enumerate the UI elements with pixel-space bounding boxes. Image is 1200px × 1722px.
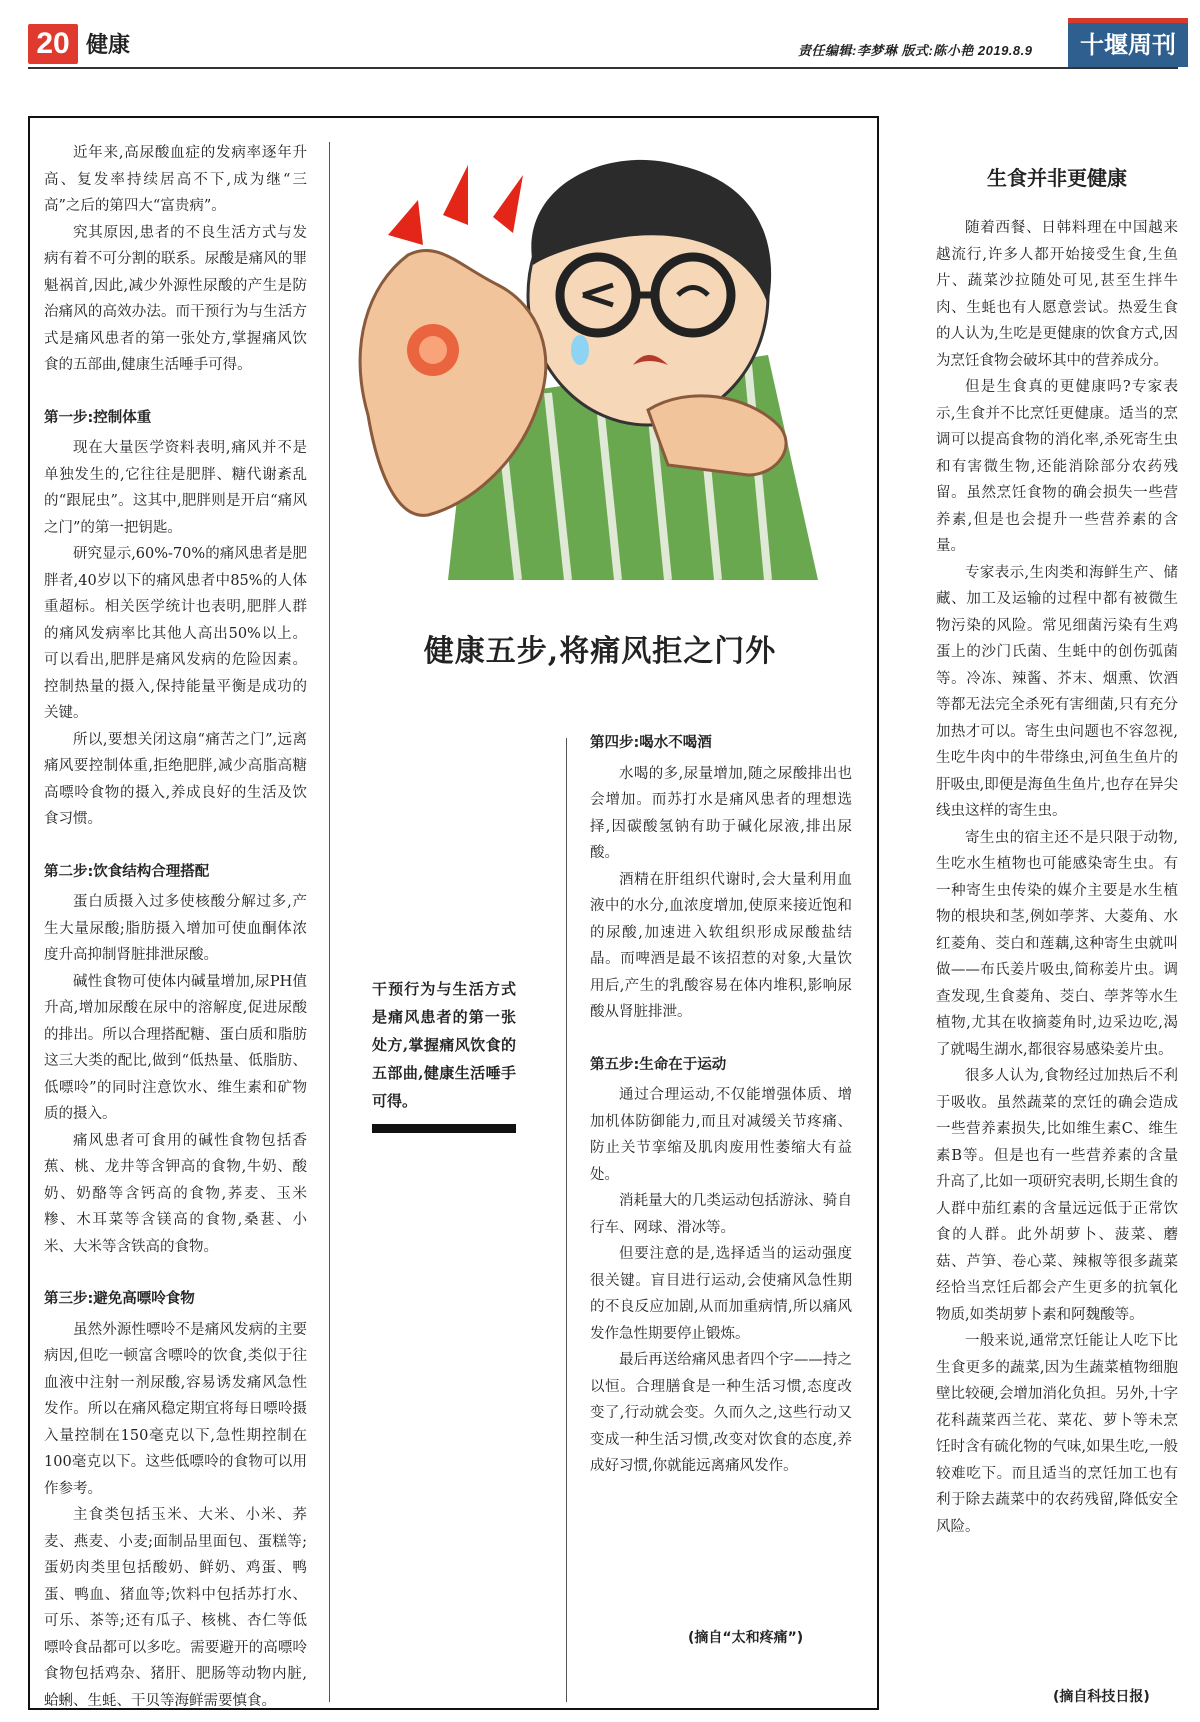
paragraph: 一般来说,通常烹饪能让人吃下比生食更多的蔬菜,因为生蔬菜植物细胞壁比较硬,会增加消化负担。另外,十字花科蔬菜西兰花、菜花、萝卜等未烹饪时含有硫化物的气味,如果生吃,一般较难吃下。而且适当的烹饪加工也有利于除去蔬菜中的农药残留,降低安全风险。 — [936, 1333, 1178, 1535]
paragraph: 但要注意的是,选择适当的运动强度很关键。盲目进行运动,会使痛风急性期的不良反应加剧,从而加重病情,所以痛风发作急性期要停止锻炼。 — [590, 1246, 852, 1342]
step-heading: 第三步:避免高嘌呤食物 — [44, 1291, 195, 1307]
paragraph: 主食类包括玉米、大米、小米、荞麦、燕麦、小麦;面制品里面包、蛋糕等;蛋奶肉类里包括酸奶、鲜奶、鸡蛋、鸭蛋、鸭血、猪血等;饮料中包括苏打水、可乐、茶等;还有瓜子、核桃、杏仁等低嘌呤食品都可以多吃。需要避开的高嘌呤食物包括鸡杂、猪肝、肥肠等动物内脏,蛤蜊、生蚝、干贝等海鲜需要慎食。 — [44, 1507, 307, 1709]
editor-line: 责任编辑:李梦琳 版式:陈小艳 2019.8.9 — [798, 43, 1033, 58]
sidebar-title: 生食并非更健康 — [987, 166, 1127, 190]
step-heading: 第二步:饮食结构合理搭配 — [44, 863, 210, 880]
pain-mark-icon — [493, 175, 523, 233]
paragraph: 水喝的多,尿量增加,随之尿酸排出也会增加。而苏打水是痛风患者的理想选择,因碳酸氢钠有助于碱化尿液,排出尿酸。 — [590, 765, 852, 861]
page-header — [28, 18, 1178, 70]
paragraph: 消耗量大的几类运动包括游泳、骑自行车、网球、滑冰等。 — [590, 1193, 852, 1236]
paragraph: 蛋白质摄入过多使核酸分解过多,产生大量尿酸;脂肪摄入增加可使血酮体浓度升高抑制肾脏排泄尿酸。 — [44, 894, 307, 963]
paragraph: 酒精在肝组织代谢时,会大量利用血液中的水分,血浓度增加,使原来接近饱和的尿酸,加速进入软组织形成尿酸盐结晶。而啤酒是最不该招惹的对象,大量饮用后,产生的乳酸容易在体内堆积,影响尿酸从肾脏排泄。 — [590, 871, 852, 1020]
paragraph: 所以,要想关闭这扇“痛苦之门”,远离痛风要控制体重,拒绝肥胖,减少高脂高糖高嘌呤食物的摄入,养成良好的生活及饮食习惯。 — [44, 731, 307, 827]
step-heading: 第五步:生命在于运动 — [590, 1056, 727, 1073]
sidebar-source: (摘自科技日报) — [1053, 1689, 1150, 1705]
header-rule — [28, 67, 1178, 69]
pull-quote-bar — [372, 1124, 516, 1133]
sidebar-column — [936, 215, 1178, 1540]
paragraph: 虽然外源性嘌呤不是痛风发病的主要病因,但吃一顿富含嘌呤的饮食,类似于往血液中注射一剂尿酸,容易诱发痛风急性发作。所以在痛风稳定期宜将每日嘌呤摄入量控制在150毫克以下,急性期控制在100毫克以下。这些低嘌呤的食物可以用作参考。 — [44, 1321, 307, 1497]
pull-quote: 干预行为与生活方式是痛风患者的第一张处方,掌握痛风饮食的五部曲,健康生活唾手可得。 — [372, 980, 516, 1110]
paragraph: 随着西餐、日韩料理在中国越来越流行,许多人都开始接受生食,生鱼片、蔬菜沙拉随处可见,甚至生拌牛肉、生蚝也有人愿意尝试。热爱生食的人认为,生吃是更健康的饮食方式,因为烹饪食物会破坏其中的营养成分。 — [936, 220, 1178, 369]
paragraph: 碱性食物可使体内碱量增加,尿PH值升高,增加尿酸在尿中的溶解度,促进尿酸的排出。所以合理搭配糖、蛋白质和脂肪这三大类的配比,做到“低热量、低脂肪、低嘌呤”的同时注意饮水、维生素和矿物质的摄入。 — [44, 973, 307, 1122]
step-heading: 第一步:控制体重 — [44, 409, 152, 426]
pain-mark-icon — [443, 165, 468, 225]
article-column-2 — [590, 730, 852, 1480]
tear — [571, 335, 589, 365]
paragraph: 现在大量医学资料表明,痛风并不是单独发生的,它往往是肥胖、糖代谢紊乱的“跟屁虫”。这其中,肥胖则是开启“痛风之门”的第一把钥匙。 — [44, 440, 307, 536]
section-name: 健康 — [86, 33, 131, 58]
paragraph: 近年来,高尿酸血症的发病率逐年升高、复发率持续居高不下,成为继“三高”之后的第四大“富贵病”。 — [44, 145, 307, 214]
gout-illustration — [348, 145, 828, 580]
paragraph: 专家表示,生肉类和海鲜生产、储藏、加工及运输的过程中都有被微生物污染的风险。常见细菌污染有生鸡蛋上的沙门氏菌、生蚝中的创伤弧菌等。冷冻、辣酱、芥末、烟熏、饮酒等都无法完全杀死有害细菌,只有充分加热才可以。寄生虫问题也不容忽视,生吃牛肉中的牛带绦虫,河鱼生鱼片的肝吸虫,即便是海鱼生鱼片,也存在异尖线虫这样的寄生虫。 — [936, 564, 1178, 819]
paragraph: 但是生食真的更健康吗?专家表示,生食并不比烹饪更健康。适当的烹调可以提高食物的消化率,杀死寄生虫和有害微生物,还能消除部分农药残留。虽然烹饪食物的确会损失一些营养素,但是也会提升一些营养素的含量。 — [936, 379, 1178, 554]
paragraph: 寄生虫的宿主还不是只限于动物,生吃水生植物也可能感染寄生虫。有一种寄生虫传染的媒介主要是水生植物的根块和茎,例如荸荠、大菱角、水红菱角、茭白和莲藕,这种寄生虫就叫做——布氏姜片吸虫,简称姜片虫。调查发现,生食菱角、茭白、荸荠等水生植物,尤其在收摘菱角时,边采边吃,渴了就喝生湖水,都很容易感染姜片虫。 — [936, 829, 1178, 1058]
paragraph: 究其原因,患者的不良生活方式与发病有着不可分割的联系。尿酸是痛风的罪魁祸首,因此,减少外源性尿酸的产生是防治痛风的高效办法。而干预行为与生活方式是痛风患者的第一张处方,掌握痛风饮食的五部曲,健康生活唾手可得。 — [44, 224, 307, 373]
column-divider — [566, 738, 567, 1702]
paragraph: 通过合理运动,不仅能增强体质、增加机体防御能力,而且对减缓关节疼痛、防止关节挛缩及肌肉废用性萎缩大有益处。 — [590, 1087, 852, 1183]
article-title: 健康五步,将痛风拒之门外 — [423, 634, 777, 669]
column-divider — [329, 142, 330, 1702]
article-column-1 — [44, 140, 307, 1714]
newspaper-logo: 十堰周刊 — [1068, 18, 1188, 67]
article-source: (摘自“太和疼痛”) — [688, 1630, 804, 1646]
pain-mark-icon — [388, 200, 423, 245]
illustration-svg — [348, 145, 828, 580]
page-number: 20 — [28, 24, 78, 64]
paragraph: 很多人认为,食物经过加热后不利于吸收。虽然蔬菜的烹饪的确会造成一些营养素损失,比如维生素C、维生素B等。但是也有一些营养素的含量升高了,比如一项研究表明,长期生食的人群中茄红素的含量远远低于正常饮食的人群。此外胡萝卜、菠菜、蘑菇、芦笋、卷心菜、辣椒等很多蔬菜经恰当烹饪后都会产生更多的抗氧化物质,如类胡萝卜素和阿魏酸等。 — [936, 1068, 1178, 1323]
paragraph: 研究显示,60%-70%的痛风患者是肥胖者,40岁以下的痛风患者中85%的人体重超标。相关医学统计也表明,肥胖人群的痛风发病率比其他人高出50%以上。可以看出,肥胖是痛风发病的危险因素。控制热量的摄入,保持能量平衡是成功的关键。 — [44, 546, 307, 721]
step-heading: 第四步:喝水不喝酒 — [590, 735, 712, 751]
paragraph: 最后再送给痛风患者四个字——持之以恒。合理膳食是一种生活习惯,态度改变了,行动就会变。久而久之,这些行动又变成一种生活习惯,改变对饮食的态度,养成好习惯,你就能远离痛风发作。 — [590, 1352, 852, 1474]
paragraph: 痛风患者可食用的碱性食物包括香蕉、桃、龙井等含钾高的食物,牛奶、酸奶、奶酪等含钙高的食物,荞麦、玉米糁、木耳菜等含镁高的食物,桑葚、小米、大米等含铁高的食物。 — [44, 1132, 307, 1255]
